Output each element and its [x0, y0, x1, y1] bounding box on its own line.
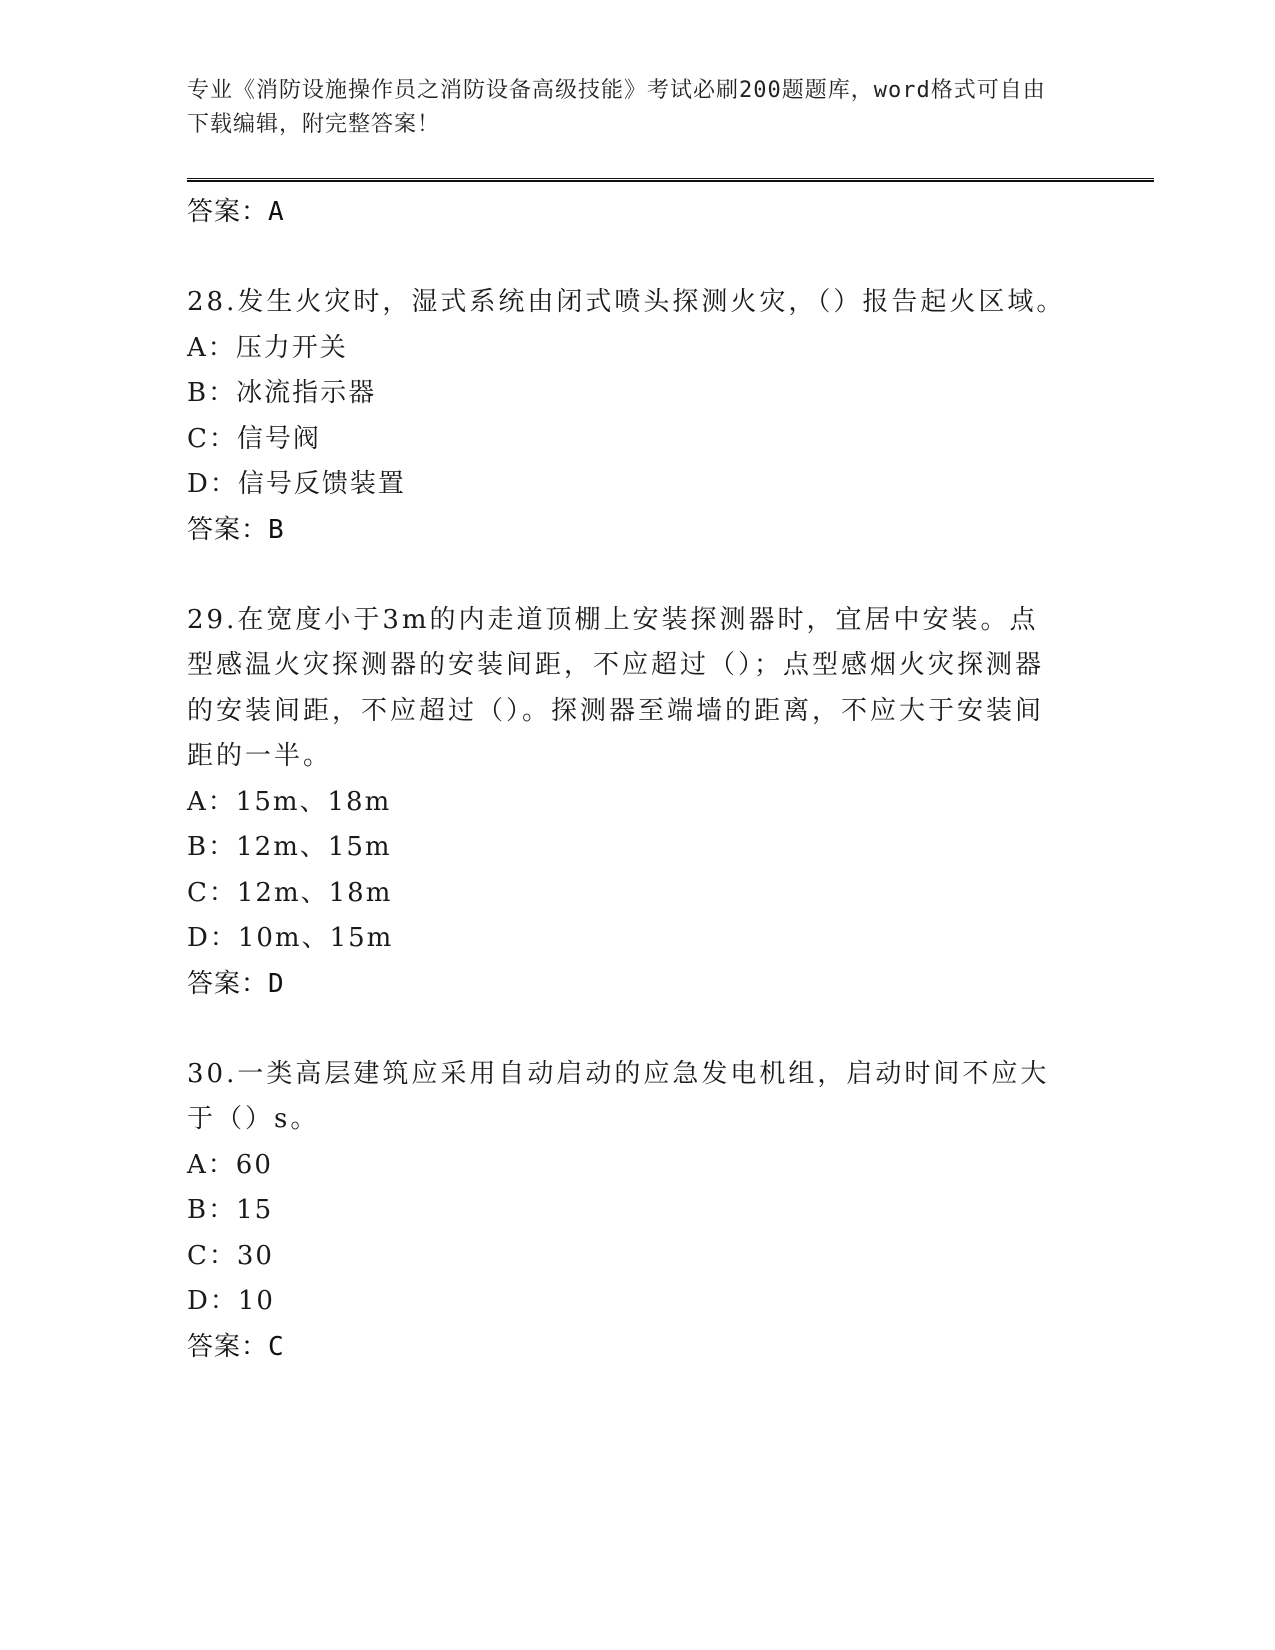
- option-c: C：30: [187, 1240, 274, 1271]
- answer-line: 答案：B: [187, 514, 285, 545]
- answer-line: 答案：A: [187, 197, 285, 227]
- document-header: 专业《消防设施操作员之消防设备高级技能》考试必刷200题题库，word格式可自由下载编辑，附完整答案！: [187, 78, 1046, 137]
- answer-line: 答案：C: [187, 1331, 285, 1362]
- option-d: D：信号反馈装置: [187, 469, 406, 499]
- question-block: [187, 1052, 1087, 1369]
- spacer: [187, 552, 1087, 598]
- question-list: [187, 190, 1087, 1369]
- option-a: A：压力开关: [187, 332, 348, 363]
- option-b: B：15: [187, 1195, 274, 1225]
- answer-line: 答案：D: [187, 968, 285, 999]
- option-c: C：信号阀: [187, 423, 321, 454]
- question-block: [187, 280, 1087, 552]
- question-stem: 29.在宽度小于3m的内走道顶棚上安装探测器时，宜居中安装。点型感温火灾探测器的安装间距，不应超过（）；点型感烟火灾探测器的安装间距，不应超过（）。探测器至端墙的距离，不应大于安装间距的一半。: [187, 604, 1045, 771]
- spacer: [187, 1006, 1087, 1052]
- option-c: C：12m、18m: [187, 877, 393, 908]
- option-d: D：10: [187, 1286, 275, 1316]
- spacer: [187, 234, 1087, 280]
- header-divider: [187, 178, 1154, 182]
- option-b: B：12m、15m: [187, 832, 392, 862]
- question-block: [187, 598, 1087, 1006]
- option-b: B：冰流指示器: [187, 378, 377, 408]
- question-stem: 30.一类高层建筑应采用自动启动的应急发电机组，启动时间不应大于（）s。: [187, 1058, 1050, 1134]
- question-stem: 28.发生火灾时，湿式系统由闭式喷头探测火灾，（）报告起火区域。: [187, 287, 1066, 317]
- option-a: A：15m、18m: [187, 786, 392, 817]
- option-d: D：10m、15m: [187, 923, 394, 953]
- option-a: A：60: [187, 1149, 273, 1180]
